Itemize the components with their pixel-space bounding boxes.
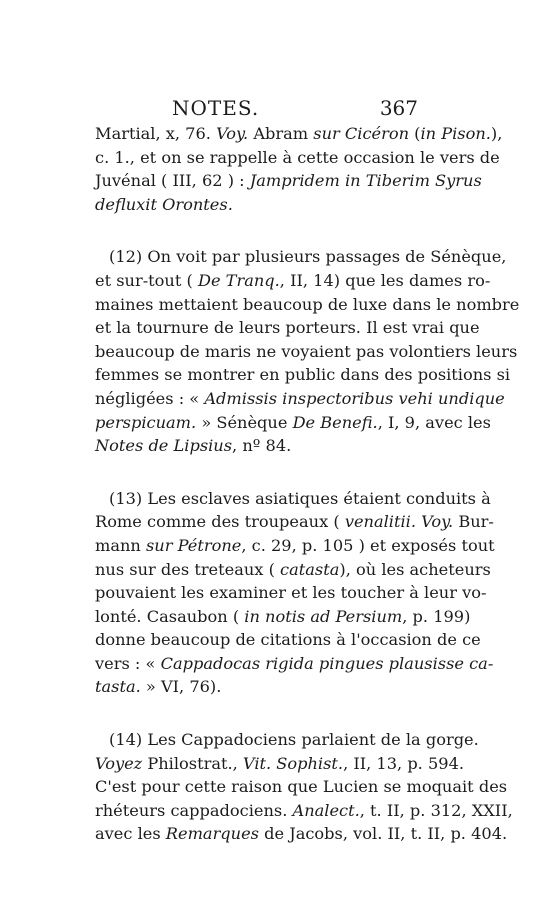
text-run: ), <box>490 124 503 143</box>
text-run: , t. II, p. 312, XXII, <box>359 800 513 820</box>
note-paragraph-note-12 <box>95 245 520 457</box>
notes-body <box>95 122 520 875</box>
text-line <box>95 728 479 752</box>
text-line <box>95 581 487 605</box>
text-line <box>95 558 491 582</box>
text-line <box>95 293 520 317</box>
italic-text-run: perspicuam. <box>95 412 197 432</box>
text-run: de Jacobs, vol. II, t. II, p. 404. <box>258 824 508 844</box>
italic-text-run: venalitii. Voy. <box>344 512 454 532</box>
text-line <box>95 534 495 558</box>
text-run: pouvaient les examiner et les toucher à leur vo- <box>95 583 487 603</box>
text-line <box>95 775 508 799</box>
text-run: (13) Les esclaves asiatiques étaient conduits à <box>109 488 491 508</box>
text-line <box>95 245 507 269</box>
italic-text-run: De Benefi. <box>292 412 378 432</box>
text-line <box>95 169 482 193</box>
text-line <box>95 387 505 411</box>
text-run: rhéteurs cappadociens. <box>95 800 293 820</box>
italic-text-run: Admissis inspectoribus vehi undique <box>204 388 505 408</box>
italic-text-run: De Tranq. <box>197 270 280 290</box>
text-run: femmes se montrer en public dans des positions si <box>95 365 511 385</box>
text-run: Martial, x, 76. <box>95 124 217 143</box>
italic-text-run: Analect. <box>292 800 360 820</box>
text-run: vers : « <box>95 653 161 673</box>
italic-text-run: Remarques <box>165 824 259 844</box>
italic-text-run: catasta <box>280 559 340 579</box>
text-run: nus sur des treteaux ( <box>95 559 281 579</box>
text-line <box>95 146 500 170</box>
text-run: Rome comme des troupeaux ( <box>95 512 345 532</box>
text-run: » VI, 76). <box>140 677 222 697</box>
italic-text-run: defluxit Orontes. <box>95 194 233 214</box>
text-line <box>95 269 491 293</box>
text-run: Juvénal ( III, 62 ) : <box>95 171 250 191</box>
italic-text-run: Voy. <box>216 124 249 143</box>
text-run: » Sénèque <box>196 412 293 432</box>
page-number: 367 <box>379 96 418 120</box>
running-head-title: NOTES. <box>172 96 260 120</box>
text-run: , II, 13, p. 594. <box>343 753 465 773</box>
text-run: , nº 84. <box>232 436 292 456</box>
text-run: Abram <box>248 124 314 143</box>
text-run: donne beaucoup de citations à l'occasion de ce <box>95 630 481 650</box>
text-run: (12) On voit par plusieurs passages de Sénèque, <box>109 247 507 267</box>
text-run: mann <box>95 535 146 555</box>
text-run: ( <box>409 124 421 143</box>
text-run: Bur- <box>453 512 494 532</box>
italic-text-run: Cappadocas rigida pingues plausisse ca- <box>160 653 494 673</box>
text-line <box>95 675 425 699</box>
note-paragraph-note-13 <box>95 487 495 699</box>
italic-text-run: in Pison. <box>420 124 491 143</box>
text-line <box>95 799 513 823</box>
text-line <box>95 340 518 364</box>
italic-text-run: tasta. <box>95 677 141 697</box>
text-line <box>95 487 491 511</box>
text-run: ), où les acheteurs <box>339 559 491 579</box>
text-line <box>95 193 425 217</box>
text-run: maines mettaient beaucoup de luxe dans le nombre <box>95 294 520 314</box>
text-run: avec les <box>95 824 166 844</box>
text-run: (14) Les Cappadociens parlaient de la gorge. <box>109 730 479 750</box>
text-run: beaucoup de maris ne voyaient pas volontiers leurs <box>95 341 518 361</box>
text-line <box>95 363 511 387</box>
italic-text-run: sur Cicéron <box>313 124 409 143</box>
text-line <box>95 605 471 629</box>
note-paragraph-note-14 <box>95 728 513 846</box>
text-line <box>95 510 494 534</box>
text-run: et la tournure de leurs porteurs. Il est vrai que <box>95 318 480 338</box>
text-run: c. 1., et on se rappelle à cette occasion le vers de <box>95 147 500 167</box>
text-run: lonté. Casaubon ( <box>95 606 245 626</box>
text-line <box>95 316 480 340</box>
text-line <box>95 752 465 776</box>
italic-text-run: sur Pétrone <box>146 535 242 555</box>
text-run: , p. 199) <box>402 606 471 626</box>
text-run: et sur-tout ( <box>95 270 198 290</box>
note-paragraph-continuation <box>95 122 503 216</box>
text-run: Philostrat., <box>142 753 243 773</box>
italic-text-run: Notes de Lipsius <box>95 436 233 456</box>
text-run: , II, 14) que les dames ro- <box>279 270 491 290</box>
text-line <box>95 434 425 458</box>
text-line <box>95 822 508 846</box>
italic-text-run: Vit. Sophist. <box>242 753 344 773</box>
text-line <box>95 411 491 435</box>
italic-text-run: in notis ad Persium <box>244 606 403 626</box>
text-run: , I, 9, avec les <box>377 412 491 432</box>
text-line <box>95 652 494 676</box>
text-line <box>95 122 503 146</box>
text-line <box>95 628 481 652</box>
italic-text-run: Voyez <box>95 753 143 773</box>
text-run: C'est pour cette raison que Lucien se moquait des <box>95 777 508 797</box>
text-run: , c. 29, p. 105 ) et exposés tout <box>241 535 495 555</box>
text-run: négligées : « <box>95 388 205 408</box>
italic-text-run: Jampridem in Tiberim Syrus <box>249 171 482 191</box>
